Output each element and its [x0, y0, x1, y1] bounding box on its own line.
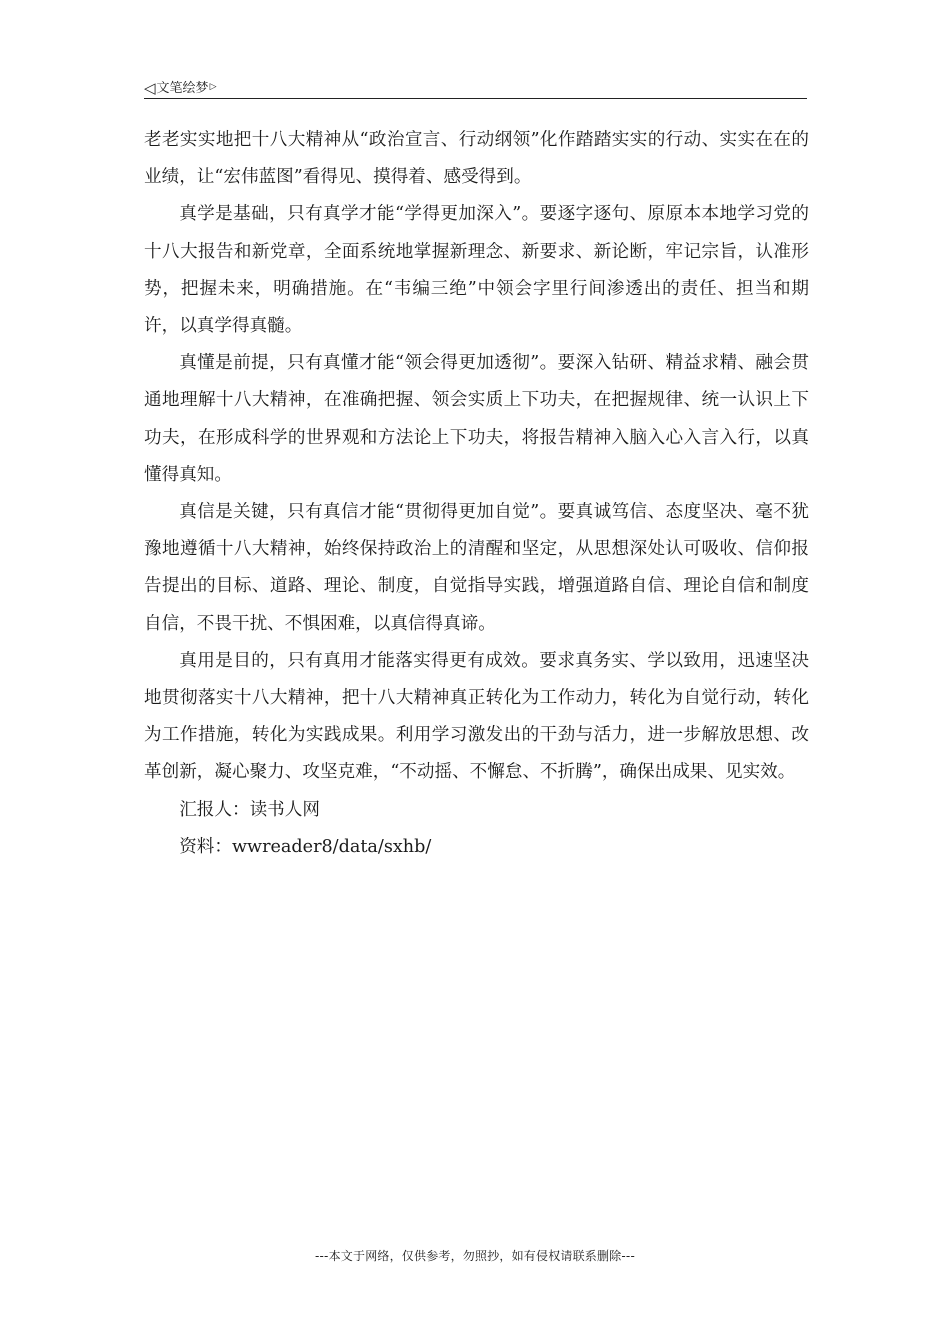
paragraph-continuation: 老老实实地把十八大精神从“政治宣言、行动纲领”化作踏踏实实的行动、实实在在的业绩，让“宏伟蓝图”看得见、摸得着、感受得到。 [144, 130, 809, 188]
left-triangle-icon: ◁ [144, 79, 156, 97]
paragraph-true-belief: 真信是关键，只有真信才能“贯彻得更加自觉”。要真诚笃信、态度坚决、毫不犹豫地遵循十八大精神，始终保持政治上的清醒和坚定，从思想深处认可吸收、信仰报告提出的目标、道路、理论、制度，自觉指导实践，增强道路自信、理论自信和制度自信，不畏干扰、不惧困难，以真信得真谛。 [144, 502, 809, 634]
paragraph-true-use: 真用是目的，只有真用才能落实得更有成效。要求真务实、学以致用，迅速坚决地贯彻落实十八大精神，把十八大精神真正转化为工作动力，转化为自觉行动，转化为工作措施，转化为实践成果。利用学习激发出的干劲与活力，进一步解放思想、改革创新，凝心聚力、攻坚克难，“不动摇、不懈怠、不折腾”，确保出成果、见实效。 [144, 650, 809, 783]
reporter-line: 汇报人：读书人网 [179, 799, 320, 820]
header-title: 文笔绘梦 [156, 81, 209, 96]
paragraph-true-understanding: 真懂是前提，只有真懂才能“领会得更加透彻”。要深入钻研、精益求精、融会贯通地理解十八大精神，在准确把握、领会实质上下功夫，在把握规律、统一认识上下功夫，在形成科学的世界观和方法论上下功夫，将报告精神入脑入心入言入行，以真懂得真知。 [144, 353, 809, 485]
page-header [144, 74, 807, 99]
right-triangle-icon: ▷ [209, 82, 217, 92]
paragraph-true-study: 真学是基础，只有真学才能“学得更加深入”。要逐字逐句、原原本本地学习党的十八大报告和新党章，全面系统地掌握新理念、新要求、新论断，牢记宗旨，认准形势，把握未来，明确措施。在“韦编三绝”中领会字里行间渗透出的责任、担当和期许，以真学得真髓。 [144, 204, 809, 337]
document-body [144, 122, 809, 866]
header-logo [144, 77, 216, 97]
source-line: 资料：wwreader8/data/sxhb/ [179, 836, 432, 857]
page-footer: ---本文于网络，仅供参考，勿照抄，如有侵权请联系删除--- [315, 1249, 635, 1263]
